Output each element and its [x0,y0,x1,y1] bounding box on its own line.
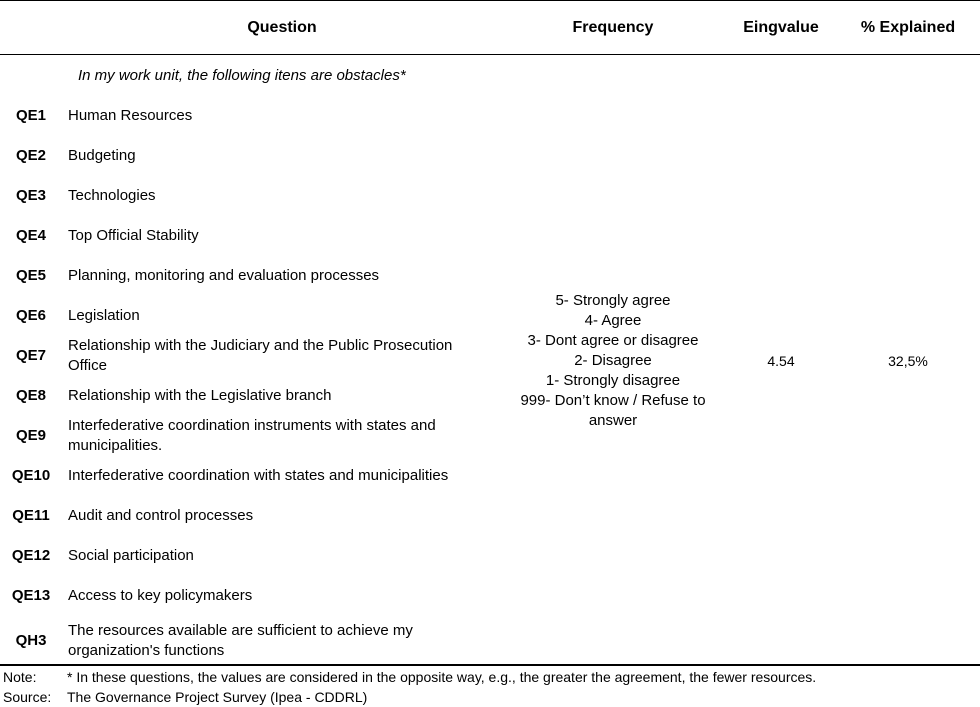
row-code: QE13 [11,587,51,604]
row-question: The resources available are sufficient to achieve my organization's functions [68,622,413,659]
row-code: QE12 [11,547,51,564]
frequency-scale [500,291,726,431]
row-question: Interfederative coordination with states and municipalities [68,467,449,484]
scale-option: 5- Strongly agree [555,292,671,309]
scale-option: 2- Disagree [574,352,652,369]
row-question: Technologies [68,187,156,204]
row-question: Planning, monitoring and evaluation processes [68,267,380,284]
row-code: QE1 [15,107,46,124]
note-text: * In these questions, the values are considered in the opposite way, e.g., the greater the agreement, the fewer resources. [67,669,817,685]
scale-option: 3- Dont agree or disagree [527,332,699,349]
header-frequency: Frequency [572,19,654,36]
row-code: QH3 [15,632,47,649]
row-question: Relationship with the Judiciary and the Public Prosecution Office [68,337,453,374]
row-code: QE11 [12,507,50,524]
top-rule [0,0,980,1]
row-code: QE9 [15,427,46,444]
row-question: Top Official Stability [68,227,199,244]
bottom-rule [0,664,980,666]
intro-text: In my work unit, the following itens are obstacles* [78,67,406,84]
row-code: QE7 [15,347,46,364]
header-explained: % Explained [860,19,956,36]
scale-option: answer [588,412,638,429]
row-question: Access to key policymakers [68,587,253,604]
row-question: Legislation [68,307,140,324]
header-question: Question [247,19,317,36]
scale-option: 999- Don’t know / Refuse to [520,392,706,409]
row-code: QE8 [15,387,46,404]
row-question: Interfederative coordination instruments with states and municipalities. [68,417,436,454]
note-label: Note: [3,669,37,685]
row-question: Relationship with the Legislative branch [68,387,332,404]
source-text: The Governance Project Survey (Ipea - CDDRL) [67,689,368,705]
row-code: QE5 [15,267,46,284]
row-question: Human Resources [68,107,193,124]
row-code: QE10 [11,467,51,484]
header-rule [0,54,980,55]
row-question: Social participation [68,547,194,564]
header-eigenvalue: Eingvalue [743,19,819,36]
scale-option: 4- Agree [584,312,642,329]
eigenvalue-value: 4.54 [767,353,795,369]
row-code: QE3 [15,187,46,204]
source-label: Source: [3,689,52,705]
scale-option: 1- Strongly disagree [545,372,681,389]
row-question: Budgeting [68,147,136,164]
explained-value: 32,5% [888,353,928,369]
row-code: QE6 [15,307,46,324]
row-code: QE4 [15,227,46,244]
row-question: Audit and control processes [68,507,254,524]
row-code: QE2 [15,147,46,164]
